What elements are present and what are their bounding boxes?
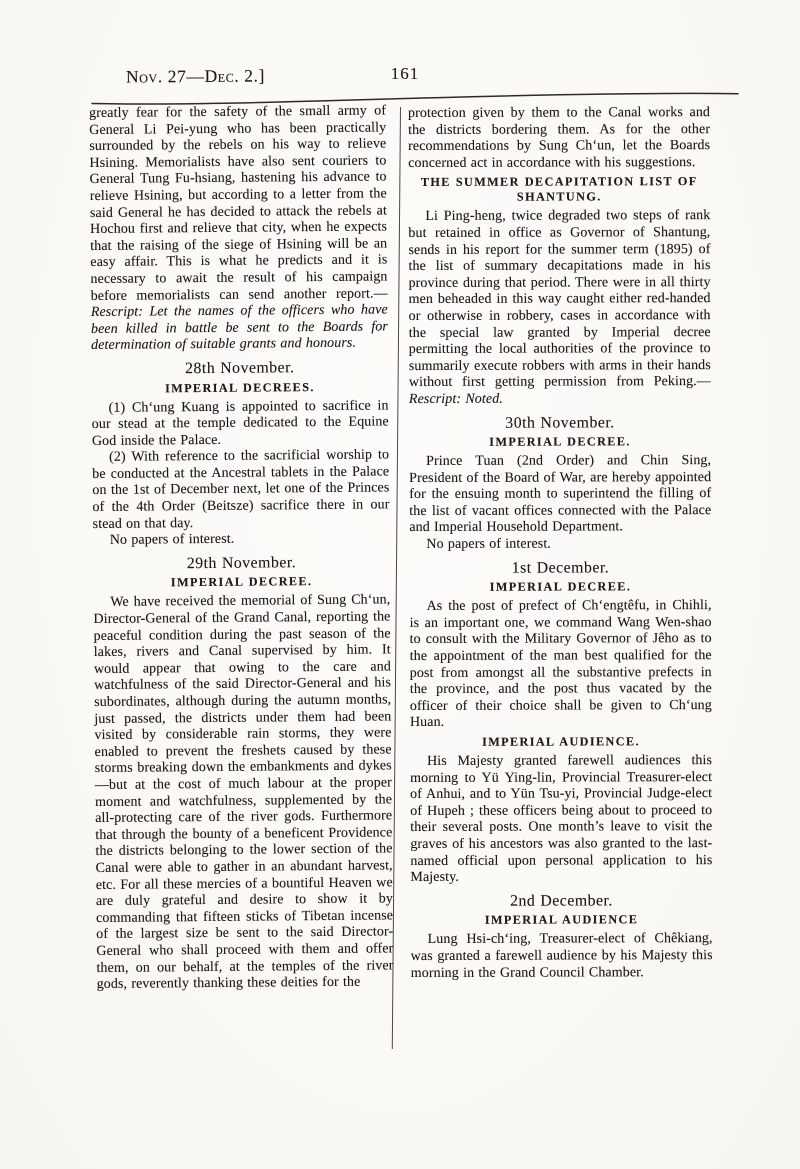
paragraph-li-pingheng-report xyxy=(408,208,711,408)
page-number: 161 xyxy=(390,64,420,83)
heading-imperial-decree-left: IMPERIAL DECREE. xyxy=(170,574,313,590)
paragraph-lung-hsi-ching: Lung Hsi-ch‘ing, Treasurer-elect of Chêkiang, was granted a farewell audience by his Majesty this morning in the Grand Council Chamber. xyxy=(410,931,713,981)
paragraph-hsining-text: greatly fear for the safety of the small army of General Li Pei-yung who has been practically surrounded by the rebels on his way to relieve Hsining. Memorialists have also sent couriers to General Tung Fu-hsiang, hastening his advance to relieve Hsining, but according to a letter from the said General he has decided to attack the rebels at Hochou first and relieve that city, when he expects that the raising of the siege of Hsining will be an easy affair. This is what he predicts and it is necessary to await the result of his campaign before memorialists can send another report.— xyxy=(89,103,388,304)
paragraph-prince-tuan: Prince Tuan (2nd Order) and Chin Sing, President of the Board of War, are hereby appointed for the ensuing month to superintend the filling of the list of vacant offices connected with the Palace and Imperial Household Department. xyxy=(409,453,712,536)
paragraph-hsining-campaign xyxy=(89,103,388,354)
paragraph-decree-2: (2) With reference to the sacrificial worship to be conducted at the Ancestral tablets in the Palace on the 1st of December next, let one of the Princes of the 4th Order (Beitsze) sacrifice there in our stead on that day. xyxy=(92,447,390,532)
heading-imperial-decrees: IMPERIAL DECREES. xyxy=(165,379,315,395)
heading-2nd-december: 2nd December. xyxy=(510,892,613,910)
paragraph-chengtefu-prefect: As the post of prefect of Ch‘engtêfu, in Chihli, is an important one, we command Wang Wen-shao to consult with the Military Governor of Jêho as to the appointment of the man best qualified for the post from amongst all the substantive prefects in the province, and the post thus vacated by the officer of their choice shall be given to Ch‘ung Huan. xyxy=(409,598,712,731)
heading-29th-november: 29th November. xyxy=(186,554,297,573)
paragraph-sung-chun-memorial: We have received the memorial of Sung Ch‘un, Director-General of the Grand Canal, reporting the peaceful condition during the past season of the lakes, rivers and Canal supervised by him. It would appear that owing to the care and watchfulness of the said Director-General and his subordinates, although during the autumn months, just passed, the districts under them had been visited by considerable rain storms, they were enabled to prevent the freshets caused by these storms breaking down the embankments and dykes —but at the cost of much labour at the proper moment and watchfulness, supplemented by the all-protecting care of the river gods. Furthermore that through the bounty of a beneficent Providence the districts belonging to the lower section of the Canal were able to gather in an abundant harvest, etc. For all these mercies of a bountiful Heaven we are duly grateful and desire to show it by commanding that fifteen sticks of Tibetan incense of the largest size be sent to the said Director-General who shall proceed with them and offer them, on our behalf, at the temples of the river gods, reverently thanking these deities for the xyxy=(93,592,394,993)
heading-imperial-audience-2dec: IMPERIAL AUDIENCE xyxy=(484,912,639,928)
heading-imperial-decree-30nov: IMPERIAL DECREE. xyxy=(489,434,631,449)
heading-1st-december: 1st December. xyxy=(511,559,610,577)
rescript-noted: Rescript: Noted. xyxy=(408,391,503,407)
heading-imperial-decree-1dec: IMPERIAL DECREE. xyxy=(489,579,632,594)
heading-30th-november: 30th November. xyxy=(505,413,615,432)
heading-28th-november: 28th November. xyxy=(185,359,295,378)
left-column xyxy=(89,103,394,993)
rescript-honours: Rescript: Let the names of the officers who have been killed in battle be sent to the Boards for determination of suitable grants and honours. xyxy=(90,302,389,354)
paragraph-no-papers-right: No papers of interest. xyxy=(426,536,551,553)
paragraph-farewell-audiences: His Majesty granted farewell audiences this morning to Yü Ying-lin, Provincial Treasurer-elect of Anhui, and to Yün Tsu-yi, Provincial Judge-elect of Hupeh ; these officers being about to proceed to their several posts. One month’s leave to visit the graves of his ancestors was also granted to the last-named official upon personal application to his Majesty. xyxy=(410,753,713,886)
heading-imperial-audience-1dec: IMPERIAL AUDIENCE. xyxy=(482,734,640,749)
paragraph-no-papers-left: No papers of interest. xyxy=(109,531,235,549)
column-divider-line xyxy=(392,107,402,1049)
paragraph-li-text: Li Ping-heng, twice degraded two steps of rank but retained in office as Governor of Shantung, sends in his report for the summer term (1895) of the list of summary decapitations made in his province during that period. There were in all thirty men beheaded in this way caught either red-handed or otherwise in robbery, cases in accordance with the special law granted by Imperial decree permitting the local authorities of the province to summarily execute robbers with arms in their hands without first getting permission from Peking.— xyxy=(408,208,711,391)
paragraph-protection-canal: protection given by them to the Canal works and the districts bordering them. As for the other recommendations by Sung Ch‘un, let the Boards concerned act in accordance with his suggestions. xyxy=(408,105,711,171)
heading-summer-decapitation-list: THE SUMMER DECAPITATION LIST OF SHANTUNG. xyxy=(420,174,698,205)
right-column xyxy=(408,105,713,982)
paragraph-decree-1: (1) Ch‘ung Kuang is appointed to sacrifice in our stead at the temple dedicated to the Equine God inside the Palace. xyxy=(91,397,389,449)
header-date-range: Nov. 27—Dec. 2.] xyxy=(125,65,266,87)
